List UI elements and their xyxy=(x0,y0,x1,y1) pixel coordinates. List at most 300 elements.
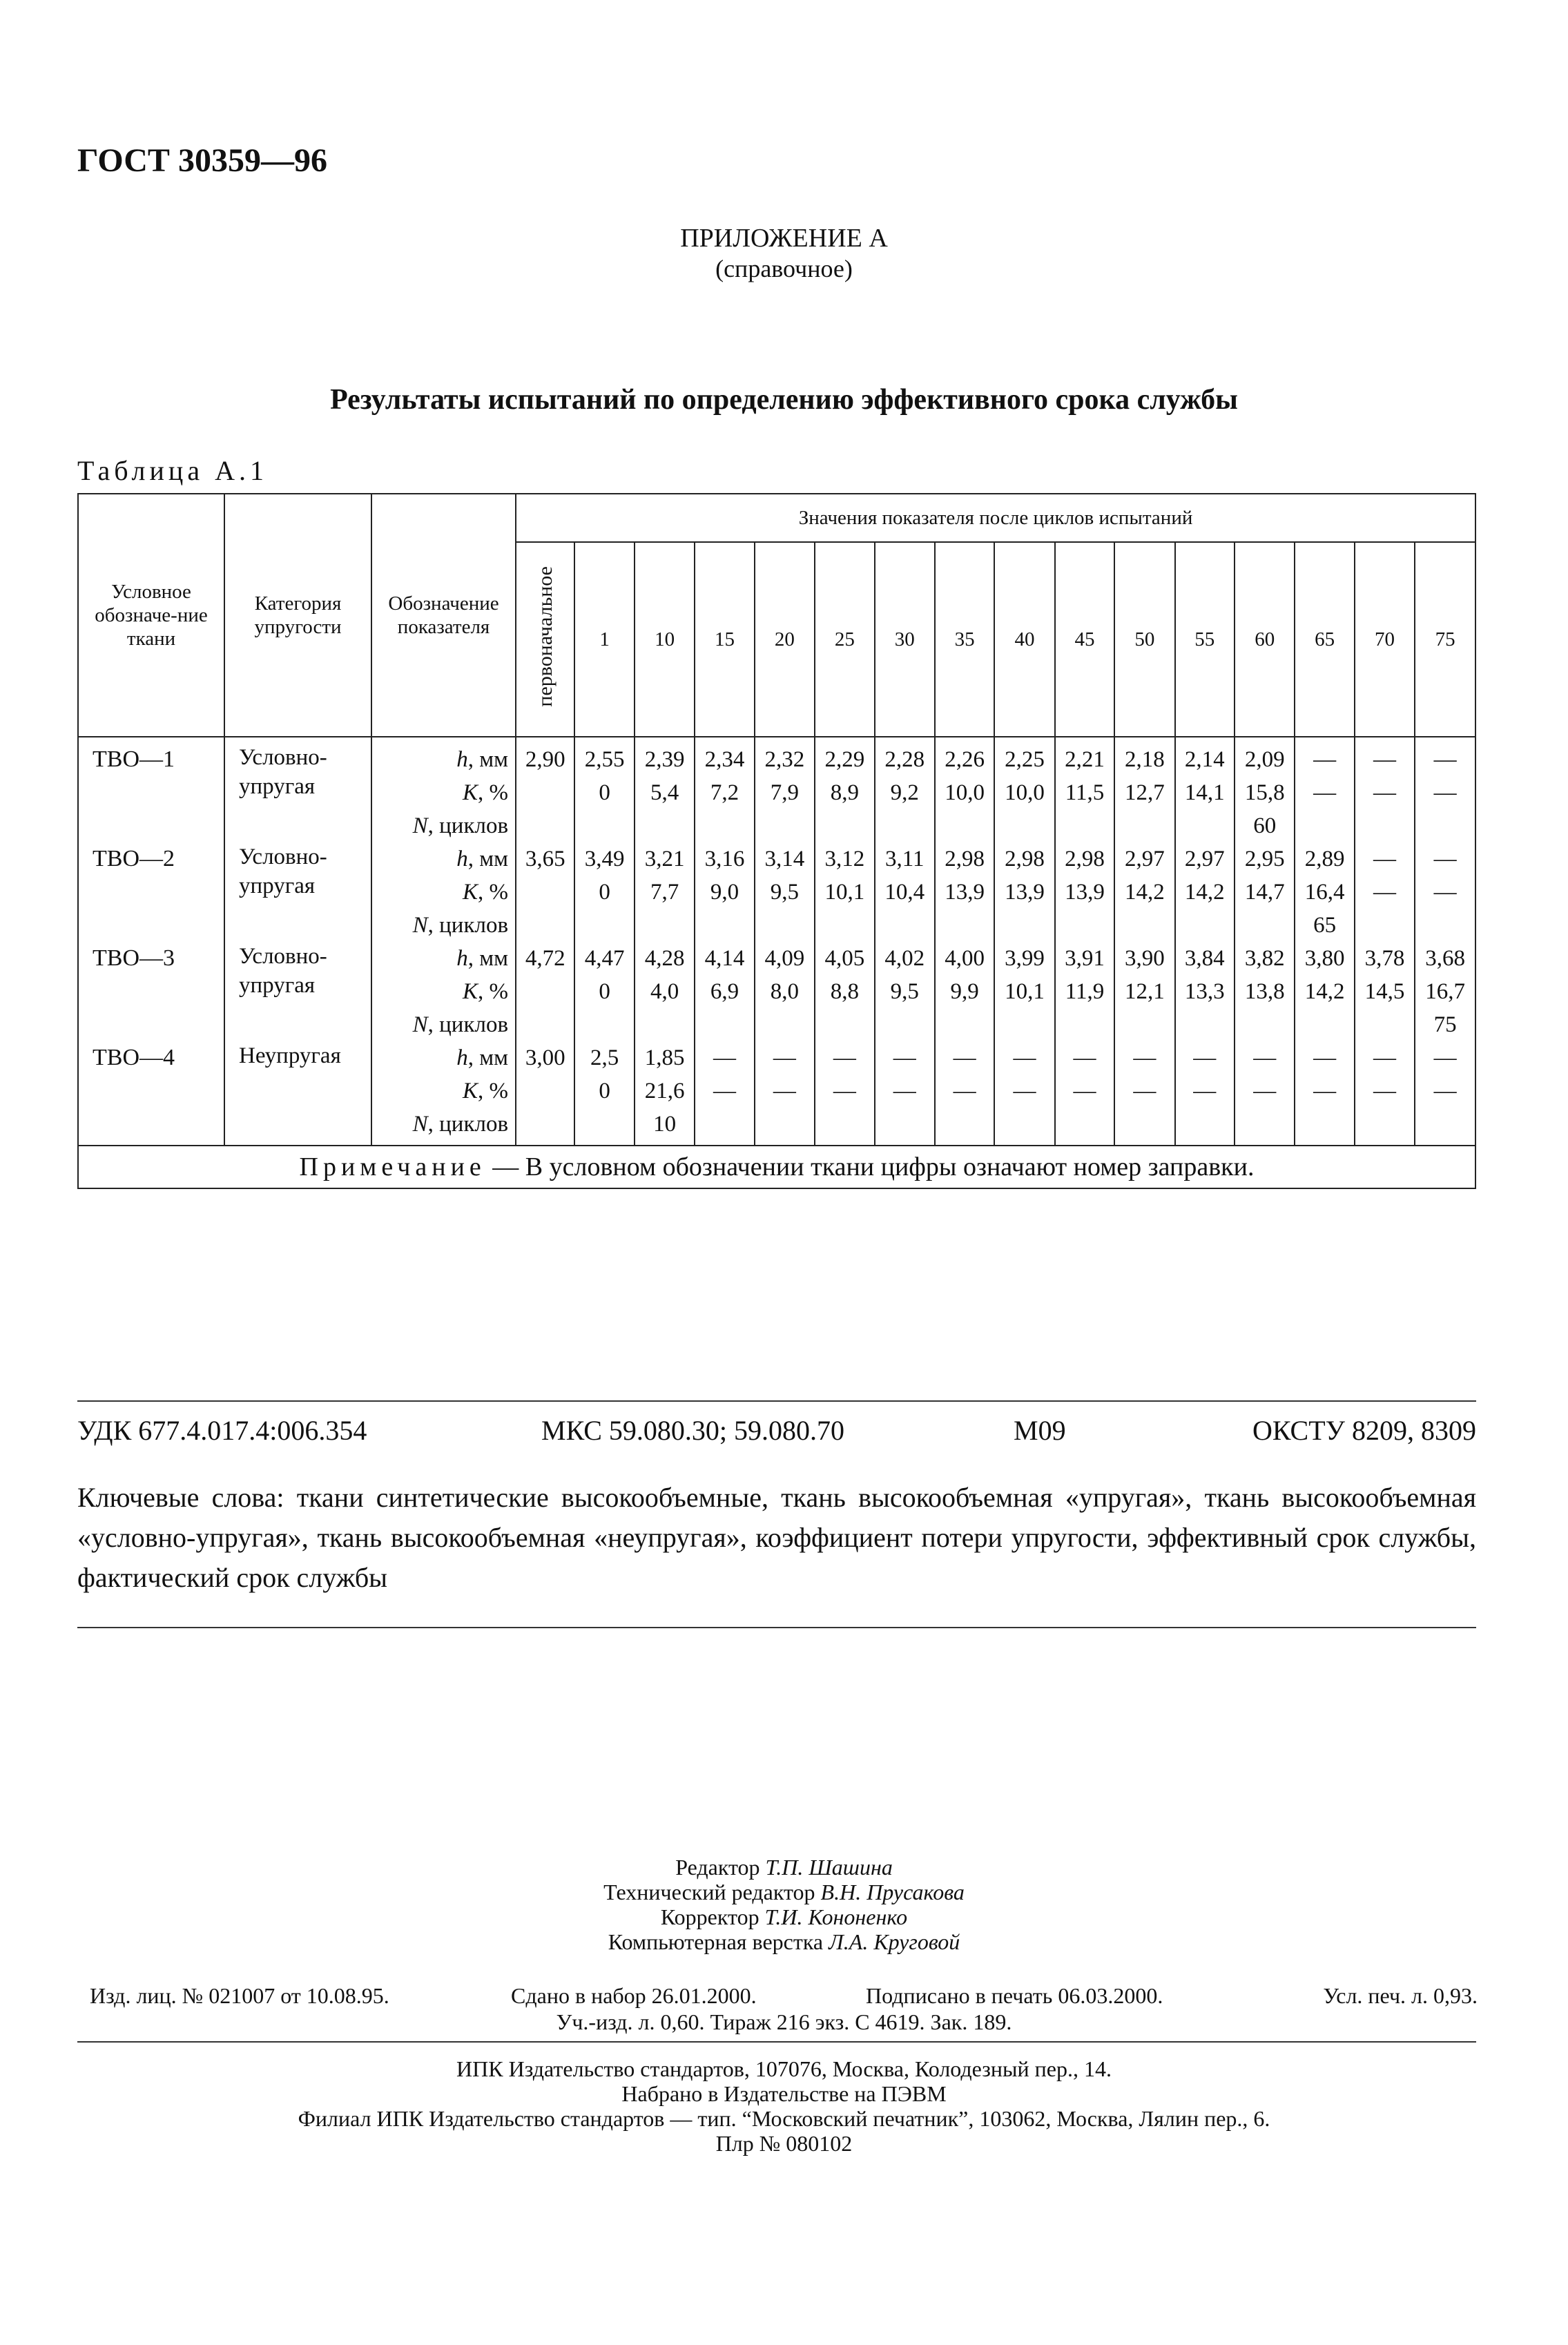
value-n xyxy=(815,1108,873,1141)
value-k xyxy=(516,876,574,909)
cycle-value-cell xyxy=(815,1041,874,1146)
value-k: 9,5 xyxy=(890,979,919,1004)
table-label: Таблица А.1 xyxy=(77,455,268,486)
cycle-value-cell xyxy=(1175,842,1235,942)
value-h: 3,84 xyxy=(1184,946,1225,971)
publishing-license: Изд. лиц. № 021007 от 10.08.95. xyxy=(90,1983,389,2008)
header-values-group: Значения показателя после циклов испытаний xyxy=(516,494,1475,542)
value-h: 2,89 xyxy=(1304,847,1345,871)
header-cycle: 30 xyxy=(875,542,935,737)
value-n xyxy=(635,1008,694,1041)
fabric-name: ТВО—1 xyxy=(78,737,224,842)
value-h: 2,25 xyxy=(1005,747,1045,772)
value-k: 10,0 xyxy=(945,780,985,805)
header-cycle: 65 xyxy=(1295,542,1354,737)
value-h: 2,21 xyxy=(1065,747,1105,772)
value-n xyxy=(695,909,753,942)
cycle-value-cell xyxy=(1415,1041,1475,1146)
cycle-value-cell xyxy=(875,842,935,942)
value-n xyxy=(1415,809,1475,842)
value-k: — xyxy=(1253,1079,1277,1103)
value-n xyxy=(695,1008,753,1041)
indicator-labels xyxy=(371,842,516,942)
publishing-info xyxy=(90,1983,1478,2011)
cycle-value-cell xyxy=(994,842,1054,942)
indicator-labels xyxy=(371,737,516,842)
indicator-label: h, мм xyxy=(456,847,509,871)
value-h: — xyxy=(1193,1045,1217,1070)
value-n xyxy=(936,909,994,942)
value-k: — xyxy=(1373,780,1397,805)
value-k: 14,2 xyxy=(1184,880,1225,905)
header-cycle: 25 xyxy=(815,542,874,737)
value-n xyxy=(1115,1008,1174,1041)
value-h: 2,09 xyxy=(1244,747,1285,772)
value-n xyxy=(1056,1108,1114,1141)
appendix-title: ПРИЛОЖЕНИЕ А xyxy=(680,224,888,253)
value-h: — xyxy=(1433,847,1457,871)
cycle-value-cell xyxy=(935,942,994,1041)
header-cycle: 50 xyxy=(1114,542,1174,737)
indicator-label: N, циклов xyxy=(412,813,509,838)
value-h: 3,21 xyxy=(644,847,685,871)
cycle-value-cell xyxy=(815,942,874,1041)
cycle-value-cell xyxy=(574,842,634,942)
cycle-value-cell xyxy=(1055,737,1114,842)
value-n xyxy=(1176,1008,1234,1041)
value-h: 2,34 xyxy=(704,747,745,772)
value-h: — xyxy=(893,1045,916,1070)
indicator-label: h, мм xyxy=(456,946,509,971)
initial-value-cell xyxy=(516,1041,574,1146)
header-cycle: 45 xyxy=(1055,542,1114,737)
cycle-value-cell xyxy=(755,1041,815,1146)
value-k: 14,7 xyxy=(1244,880,1285,905)
value-k: — xyxy=(1373,1079,1397,1103)
value-n xyxy=(936,1108,994,1141)
mks-code: МКС 59.080.30; 59.080.70 xyxy=(541,1415,845,1446)
value-h: — xyxy=(1253,1045,1277,1070)
value-n xyxy=(1056,1008,1114,1041)
value-k: 8,0 xyxy=(770,979,800,1004)
okstu-code: ОКСТУ 8209, 8309 xyxy=(1252,1415,1476,1446)
value-n xyxy=(575,909,633,942)
value-h: 1,85 xyxy=(644,1045,685,1070)
value-n xyxy=(1056,909,1114,942)
keywords: Ключевые слова: ткани синтетические высокообъемные, ткань высокообъемная «упругая», ткань высокообъемная «условно-упругая», ткань высокообъемная «неупругая», коэффициент потери упругости, эффективный срок службы, фактический срок службы xyxy=(77,1482,1476,1593)
note-label: Примечание xyxy=(299,1152,486,1181)
value-h: 2,98 xyxy=(1005,847,1045,871)
value-k: 16,4 xyxy=(1304,880,1345,905)
value-n xyxy=(1415,909,1475,942)
value-h: 4,47 xyxy=(584,946,625,971)
value-n xyxy=(995,1108,1054,1141)
table-row xyxy=(78,842,1475,942)
cycle-value-cell xyxy=(1114,842,1174,942)
value-h: 3,91 xyxy=(1065,946,1105,971)
header-cycle: 40 xyxy=(994,542,1054,737)
value-n xyxy=(995,809,1054,842)
cycle-value-cell xyxy=(875,737,935,842)
cycle-value-cell xyxy=(635,1041,695,1146)
value-n xyxy=(995,1008,1054,1041)
value-n xyxy=(1176,909,1234,942)
value-k: 0 xyxy=(599,880,610,905)
cycle-value-cell xyxy=(695,842,754,942)
header-cycle: 1 xyxy=(574,542,634,737)
value-k: 11,9 xyxy=(1065,979,1105,1004)
footer-line: Набрано в Издательстве на ПЭВМ xyxy=(621,2081,947,2106)
table-row xyxy=(78,942,1475,1041)
value-h: 2,14 xyxy=(1184,747,1225,772)
cycle-value-cell xyxy=(695,1041,754,1146)
value-n: 75 xyxy=(1433,1012,1457,1037)
value-n xyxy=(1295,1008,1353,1041)
indicator-label: K, % xyxy=(463,880,509,905)
value-h: 4,02 xyxy=(884,946,925,971)
value-k: 13,9 xyxy=(945,880,985,905)
cycle-value-cell xyxy=(994,942,1054,1041)
value-h: 4,72 xyxy=(525,946,565,971)
cycle-value-cell xyxy=(1235,842,1295,942)
value-h: — xyxy=(1433,747,1457,772)
value-h: 2,5 xyxy=(590,1045,619,1070)
value-k: 12,1 xyxy=(1125,979,1165,1004)
cycle-value-cell xyxy=(755,737,815,842)
fabric-name: ТВО—4 xyxy=(78,1041,224,1146)
cycle-value-cell xyxy=(875,1041,935,1146)
value-k: 10,1 xyxy=(824,880,865,905)
value-n xyxy=(1235,909,1294,942)
value-k: 10,1 xyxy=(1005,979,1045,1004)
value-k: — xyxy=(1433,780,1457,805)
value-h: — xyxy=(1313,747,1337,772)
value-h: — xyxy=(773,1045,796,1070)
value-k: — xyxy=(953,1079,976,1103)
cycle-value-cell xyxy=(574,942,634,1041)
value-k: 15,8 xyxy=(1244,780,1285,805)
value-h: 3,49 xyxy=(584,847,625,871)
value-n xyxy=(875,1008,934,1041)
cycle-value-cell xyxy=(1055,942,1114,1041)
value-n xyxy=(1115,1108,1174,1141)
fabric-name: ТВО—2 xyxy=(78,842,224,942)
cycle-value-cell xyxy=(1235,1041,1295,1146)
value-n xyxy=(875,809,934,842)
value-n xyxy=(1176,1108,1234,1141)
value-n xyxy=(1355,909,1414,942)
value-k: 13,8 xyxy=(1244,979,1285,1004)
elasticity-category: Условно- упругая xyxy=(224,942,371,1041)
value-h: 4,14 xyxy=(704,946,745,971)
cycle-value-cell xyxy=(755,942,815,1041)
value-n xyxy=(1295,1108,1353,1141)
value-n xyxy=(875,909,934,942)
value-h: — xyxy=(1433,1045,1457,1070)
cycle-value-cell xyxy=(635,842,695,942)
publishing-line2: Уч.-изд. л. 0,60. Тираж 216 экз. С 4619. Зак. 189. xyxy=(556,2009,1012,2034)
value-k: — xyxy=(1013,1079,1036,1103)
note-text: — В условном обозначении ткани цифры означают номер заправки. xyxy=(485,1152,1255,1181)
credit-layout: Компьютерная верстка Л.А. Круговой xyxy=(608,1929,960,1954)
results-table xyxy=(77,493,1476,1189)
value-h: 3,82 xyxy=(1244,946,1285,971)
value-k: — xyxy=(713,1079,736,1103)
value-k: 16,7 xyxy=(1425,979,1465,1004)
header-cycle: 15 xyxy=(695,542,754,737)
value-n xyxy=(516,1108,574,1141)
header-cycle: 10 xyxy=(635,542,695,737)
cycle-value-cell xyxy=(574,1041,634,1146)
value-h: — xyxy=(713,1045,736,1070)
udk-code: УДК 677.4.017.4:006.354 xyxy=(77,1415,367,1446)
value-n xyxy=(936,1008,994,1041)
cycle-value-cell xyxy=(1114,1041,1174,1146)
credit-corrector: Корректор Т.И. Кононенко xyxy=(660,1904,908,1929)
elasticity-category: Условно- упругая xyxy=(224,737,371,842)
value-n xyxy=(875,1108,934,1141)
header-indicator: Обозначение показателя xyxy=(371,494,516,737)
value-k: 5,4 xyxy=(650,780,679,805)
value-h: 2,97 xyxy=(1125,847,1165,871)
cycle-value-cell xyxy=(1175,1041,1235,1146)
value-h: — xyxy=(833,1045,856,1070)
value-k xyxy=(516,776,574,809)
value-k: 11,5 xyxy=(1065,780,1105,805)
cycle-value-cell xyxy=(1355,1041,1415,1146)
value-k: 9,2 xyxy=(890,780,919,805)
cycle-value-cell xyxy=(635,737,695,842)
cycle-value-cell xyxy=(1415,737,1475,842)
value-k: — xyxy=(1133,1079,1156,1103)
indicator-labels xyxy=(371,942,516,1041)
value-k: 0 xyxy=(599,979,610,1004)
value-h: 2,32 xyxy=(764,747,805,772)
value-n xyxy=(1235,1108,1294,1141)
value-n xyxy=(516,1008,574,1041)
value-k: — xyxy=(1433,1079,1457,1103)
value-n xyxy=(755,809,814,842)
m-code: М09 xyxy=(1014,1415,1066,1446)
value-k: — xyxy=(773,1079,796,1103)
value-k: — xyxy=(1073,1079,1096,1103)
elasticity-category: Неупругая xyxy=(224,1041,371,1146)
initial-value-cell xyxy=(516,737,574,842)
value-k: 6,9 xyxy=(710,979,739,1004)
value-n: 10 xyxy=(653,1112,677,1137)
footer-line: ИПК Издательство стандартов, 107076, Москва, Колодезный пер., 14. xyxy=(456,2056,1112,2081)
indicator-label: h, мм xyxy=(456,1045,509,1070)
section-title: Результаты испытаний по определению эффективного срока службы xyxy=(330,384,1238,416)
fabric-name: ТВО—3 xyxy=(78,942,224,1041)
value-n xyxy=(936,809,994,842)
cycle-value-cell xyxy=(994,1041,1054,1146)
value-h: 3,65 xyxy=(525,847,565,871)
cycle-value-cell xyxy=(635,942,695,1041)
value-k: — xyxy=(1313,780,1337,805)
cycle-value-cell xyxy=(1055,842,1114,942)
cycle-value-cell xyxy=(1295,842,1354,942)
value-h: 2,39 xyxy=(644,747,685,772)
header-initial: первоначальное xyxy=(516,542,574,737)
header-cycle: 55 xyxy=(1175,542,1235,737)
value-k: 21,6 xyxy=(644,1079,685,1103)
cycle-value-cell xyxy=(815,737,874,842)
value-n xyxy=(1415,1108,1475,1141)
appendix-subtitle: (справочное) xyxy=(715,255,853,282)
value-h: 2,28 xyxy=(884,747,925,772)
value-h: 4,09 xyxy=(764,946,805,971)
value-k: — xyxy=(1373,880,1397,905)
indicator-label: h, мм xyxy=(456,747,509,772)
cycle-value-cell xyxy=(695,737,754,842)
value-n xyxy=(1115,909,1174,942)
value-h: 3,78 xyxy=(1364,946,1405,971)
indicator-label: K, % xyxy=(463,979,509,1004)
header-category: Категория упругости xyxy=(224,494,371,737)
value-n xyxy=(1355,1008,1414,1041)
cycle-value-cell xyxy=(1355,842,1415,942)
value-h: 3,68 xyxy=(1425,946,1465,971)
value-n xyxy=(815,909,873,942)
footer-line: Плр № 080102 xyxy=(715,2131,853,2156)
header-cycle: 70 xyxy=(1355,542,1415,737)
credit-editor: Редактор Т.П. Шашина xyxy=(675,1855,893,1880)
cycle-value-cell xyxy=(994,737,1054,842)
value-h: 2,55 xyxy=(584,747,625,772)
value-n xyxy=(1295,809,1353,842)
header-cycle: 75 xyxy=(1415,542,1475,737)
value-h: 3,14 xyxy=(764,847,805,871)
value-h: 3,90 xyxy=(1125,946,1165,971)
cycle-value-cell xyxy=(1415,842,1475,942)
value-n: 65 xyxy=(1313,913,1337,938)
value-h: 2,29 xyxy=(824,747,865,772)
value-k: 14,1 xyxy=(1184,780,1225,805)
value-h: 4,05 xyxy=(824,946,865,971)
value-h: — xyxy=(1013,1045,1036,1070)
header-cycle: 35 xyxy=(935,542,994,737)
cycle-value-cell xyxy=(935,1041,994,1146)
value-h: — xyxy=(953,1045,976,1070)
value-k: 4,0 xyxy=(650,979,679,1004)
cycle-value-cell xyxy=(574,737,634,842)
cycle-value-cell xyxy=(935,737,994,842)
cycle-value-cell xyxy=(1295,1041,1354,1146)
header-fabric: Условное обозначе-ние ткани xyxy=(78,494,224,737)
value-k: 7,7 xyxy=(650,880,679,905)
value-k: 8,8 xyxy=(830,979,859,1004)
value-k: — xyxy=(1433,880,1457,905)
value-h: 3,99 xyxy=(1005,946,1045,971)
value-n xyxy=(516,909,574,942)
value-n xyxy=(516,809,574,842)
value-k: 14,2 xyxy=(1304,979,1345,1004)
value-n xyxy=(755,909,814,942)
cycle-value-cell xyxy=(1295,942,1354,1041)
value-n xyxy=(575,1108,633,1141)
cycle-value-cell xyxy=(1295,737,1354,842)
cycle-value-cell xyxy=(1355,942,1415,1041)
indicator-label: N, циклов xyxy=(412,1112,509,1137)
value-h: — xyxy=(1373,847,1397,871)
value-k xyxy=(516,975,574,1008)
cycle-value-cell xyxy=(1235,942,1295,1041)
value-n xyxy=(755,1008,814,1041)
divider xyxy=(77,1400,1476,1402)
table-note xyxy=(78,1146,1475,1188)
value-n xyxy=(695,1108,753,1141)
value-h: 4,28 xyxy=(644,946,685,971)
value-k: 0 xyxy=(599,780,610,805)
value-k: 8,9 xyxy=(830,780,859,805)
cycle-value-cell xyxy=(875,942,935,1041)
value-n xyxy=(1176,809,1234,842)
value-h: 2,97 xyxy=(1184,847,1225,871)
value-n xyxy=(1355,809,1414,842)
indicator-label: N, циклов xyxy=(412,913,509,938)
header-cycle: 20 xyxy=(755,542,815,737)
value-h: — xyxy=(1373,747,1397,772)
divider xyxy=(77,1627,1476,1628)
header-cycle: 60 xyxy=(1235,542,1295,737)
indicator-label: N, циклов xyxy=(412,1012,509,1037)
publishing-sheets: Усл. печ. л. 0,93. xyxy=(1323,1983,1478,2008)
value-k: 0 xyxy=(599,1079,610,1103)
value-k: 7,9 xyxy=(770,780,800,805)
value-h: 4,00 xyxy=(945,946,985,971)
cycle-value-cell xyxy=(1175,737,1235,842)
value-h: — xyxy=(1373,1045,1397,1070)
cycle-value-cell xyxy=(1355,737,1415,842)
value-k: 13,9 xyxy=(1005,880,1045,905)
value-k: 14,2 xyxy=(1125,880,1165,905)
cycle-value-cell xyxy=(1415,942,1475,1041)
value-k: — xyxy=(1193,1079,1217,1103)
initial-value-cell xyxy=(516,942,574,1041)
publishing-signed: Подписано в печать 06.03.2000. xyxy=(866,1983,1163,2008)
value-k: 9,0 xyxy=(710,880,739,905)
footer-line: Филиал ИПК Издательство стандартов — тип. “Московский печатник”, 103062, Москва, Лялин пер., 6. xyxy=(298,2106,1270,2131)
cycle-value-cell xyxy=(1175,942,1235,1041)
cycle-value-cell xyxy=(1055,1041,1114,1146)
value-h: 3,12 xyxy=(824,847,865,871)
indicator-label: K, % xyxy=(463,780,509,805)
value-n xyxy=(1115,809,1174,842)
value-h: 3,80 xyxy=(1304,946,1345,971)
value-n: 60 xyxy=(1253,813,1277,838)
cycle-value-cell xyxy=(1114,942,1174,1041)
value-k: 12,7 xyxy=(1125,780,1165,805)
value-h: 2,98 xyxy=(1065,847,1105,871)
value-k: 10,0 xyxy=(1005,780,1045,805)
value-k: — xyxy=(1313,1079,1337,1103)
value-h: 2,26 xyxy=(945,747,985,772)
value-n xyxy=(575,1008,633,1041)
table-row xyxy=(78,1041,1475,1146)
value-n xyxy=(815,809,873,842)
value-k: 7,2 xyxy=(710,780,739,805)
value-n xyxy=(575,809,633,842)
table-row xyxy=(78,737,1475,842)
classification-row xyxy=(77,1414,1476,1449)
value-k: 10,4 xyxy=(884,880,925,905)
value-h: — xyxy=(1133,1045,1156,1070)
cycle-value-cell xyxy=(815,842,874,942)
credit-tech-editor: Технический редактор В.Н. Прусакова xyxy=(603,1880,965,1904)
value-k: 13,3 xyxy=(1184,979,1225,1004)
value-k: 14,5 xyxy=(1364,979,1405,1004)
